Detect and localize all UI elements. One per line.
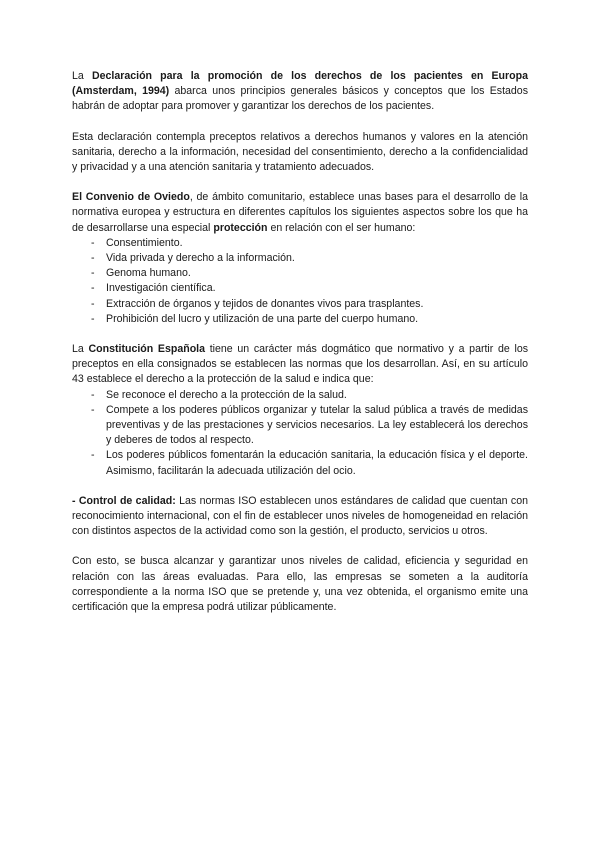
bold-term: El Convenio de Oviedo: [72, 191, 190, 204]
text: abarca unos principios generales básicos y conceptos que los Estados habrán de adoptar para promover y garantizar los derechos de los pacientes.: [72, 85, 528, 113]
oviedo-list: [72, 236, 528, 327]
constitucion-list: [72, 388, 528, 479]
text: tiene un carácter más dogmático que normativo y a partir de los preceptos en ella consignados se establecen las normas que los desarrollan. Así, en su artículo 43 establece el derecho a la protección de la salud e indica que:: [72, 343, 529, 386]
bold-term: Declaración para la promoción de los derechos de los pacientes en Europa (Amsterdam, 1994): [72, 70, 528, 98]
text: La: [72, 343, 89, 356]
paragraph-oviedo: [72, 190, 528, 236]
list-item: - Extracción de órganos y tejidos de donantes vivos para trasplantes.: [72, 297, 528, 312]
paragraph-constitucion: [72, 342, 528, 388]
bold-term: protección: [213, 221, 268, 234]
bold-term: Constitución Española: [88, 343, 206, 356]
list-item: - Consentimiento.: [72, 236, 528, 251]
document-body: [72, 69, 528, 630]
list-item: - Investigación científica.: [72, 281, 528, 296]
text: , de ámbito comunitario, establece unas bases para el desarrollo de la normativa europea y estructura en diferentes capítulos los siguientes aspectos sobre los que ha de desarrollarse una especial: [72, 191, 529, 234]
list-item: - Los poderes públicos fomentarán la educación sanitaria, la educación física y el deporte. Asimismo, facilitarán la adecuada utilización del ocio.: [72, 448, 528, 478]
list-item: - Compete a los poderes públicos organizar y tutelar la salud pública a través de medidas preventivas y de las prestaciones y servicios necesarios. La ley establecerá los derechos y deberes de todos al respecto.: [72, 403, 528, 449]
paragraph-declaracion: [72, 69, 528, 115]
bold-term: - Control de calidad:: [72, 494, 176, 507]
list-item: - Se reconoce el derecho a la protección de la salud.: [72, 388, 528, 403]
list-item: - Vida privada y derecho a la información.: [72, 251, 528, 266]
text: en relación con el ser humano:: [267, 221, 416, 234]
text: Las normas ISO establecen unos estándares de calidad que cuentan con reconocimiento internacional, con el fin de establecer unos niveles de homogeneidad en relación con distintos aspectos de la actividad como son la gestión, el producto, servicios u otros.: [72, 494, 529, 538]
paragraph-contempla: Esta declaración contempla preceptos relativos a derechos humanos y valores en la atención sanitaria, derecho a la información, necesidad del consentimiento, derecho a la confidencialidad y privacidad y a una atención sanitaria y tratamiento adecuados.: [72, 130, 528, 174]
paragraph-conclusion: Con esto, se busca alcanzar y garantizar unos niveles de calidad, eficiencia y seguridad en relación con las áreas evaluadas. Para ello, las empresas se someten a la auditoría correspondiente a la norma ISO que se pretende y, una vez obtenida, el organismo emite una certificación que la empresa podrá utilizar públicamente.: [72, 555, 528, 614]
list-item: - Prohibición del lucro y utilización de una parte del cuerpo humano.: [72, 312, 528, 327]
list-item: - Genoma humano.: [72, 266, 528, 281]
text: La: [72, 70, 92, 82]
paragraph-control-calidad: [72, 494, 528, 540]
